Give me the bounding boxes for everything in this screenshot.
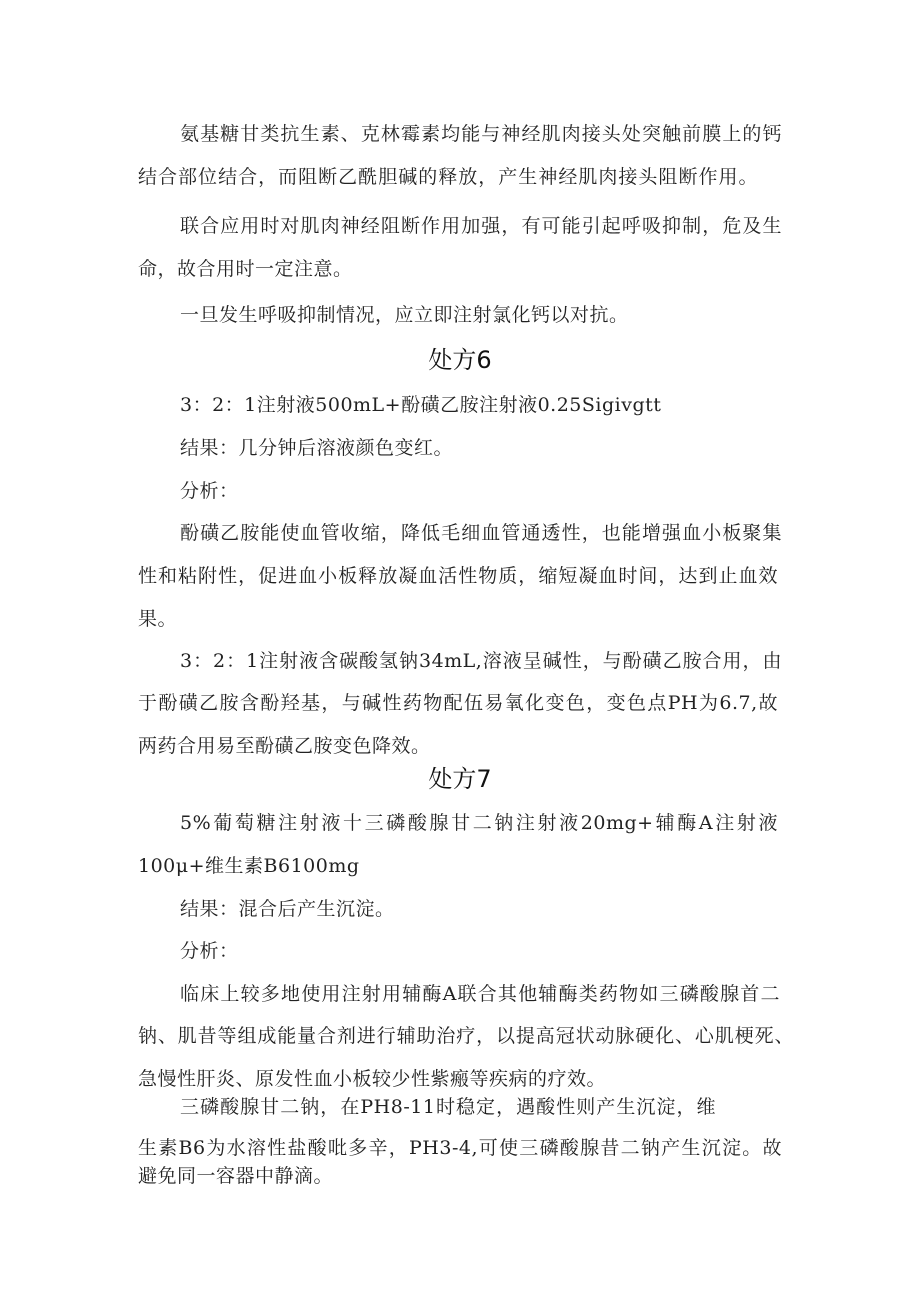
analysis-label: 分析： — [180, 480, 239, 502]
prescription-line: 3：2：1注射液500mL+酚磺乙胺注射液0.25Sigivgtt — [180, 394, 662, 416]
paragraph-line: 氨基糖甘类抗生素、克林霉素均能与神经肌肉接头处突触前膜上的钙 — [180, 123, 782, 145]
result-line: 结果：混合后产生沉淀。 — [180, 898, 395, 920]
paragraph-line: 三磷酸腺甘二钠，在PH8-11时稳定，遇酸性则产生沉淀，维 — [180, 1096, 716, 1118]
paragraph-line: 两药合用易至酚磺乙胺变色降效。 — [138, 735, 431, 757]
paragraph-line: 避免同一容器中静滴。 — [138, 1165, 334, 1187]
paragraph-line: 于酚磺乙胺含酚羟基，与碱性药物配伍易氧化变色，变色点PH为6.7,故 — [138, 692, 778, 714]
paragraph-line: 联合应用时对肌肉神经阻断作用加强，有可能引起呼吸抑制，危及生 — [180, 215, 782, 237]
paragraph-line: 果。 — [138, 608, 178, 630]
paragraph-line: 临床上较多地使用注射用辅酶A联合其他辅酶类药物如三磷酸腺首二 — [180, 983, 780, 1005]
paragraph-line: 命，故合用时一定注意。 — [138, 258, 353, 280]
paragraph-line: 酚磺乙胺能使血管收缩，降低毛细血管通透性，也能增强血小板聚集 — [180, 522, 782, 544]
paragraph-line: 生素B6为水溶性盐酸吡多辛，PH3-4,可使三磷酸腺昔二钠产生沉淀。故 — [138, 1137, 782, 1159]
analysis-label: 分析： — [180, 940, 239, 962]
paragraph-line: 急慢性肝炎、原发性血小板较少性紫瘢等疾病的疗效。 — [138, 1068, 607, 1090]
prescription-line: 5%葡萄糖注射液十三磷酸腺甘二钠注射液20mg+辅酶A注射液 — [180, 812, 778, 834]
paragraph-line: 结合部位结合，而阻断乙酰胆碱的释放，产生神经肌肉接头阻断作用。 — [138, 166, 758, 188]
section-heading-rx7: 处方7 — [428, 765, 492, 793]
paragraph-line: 一旦发生呼吸抑制情况，应立即注射氯化钙以对抗。 — [180, 304, 629, 326]
paragraph-line: 3：2：1注射液含碳酸氢钠34mL,溶液呈碱性，与酚磺乙胺合用，由 — [180, 650, 782, 672]
prescription-line: 100μ+维生素B6100mg — [138, 855, 360, 877]
paragraph-line: 性和粘附性，促进血小板释放凝血活性物质，缩短凝血时间，达到止血效 — [138, 565, 778, 587]
result-line: 结果：几分钟后溶液颜色变红。 — [180, 437, 454, 459]
paragraph-line: 钠、肌昔等组成能量合剂进行辅助治疗，以提高冠状动脉硬化、心肌梗死、 — [138, 1025, 794, 1047]
section-heading-rx6: 处方6 — [428, 346, 492, 374]
